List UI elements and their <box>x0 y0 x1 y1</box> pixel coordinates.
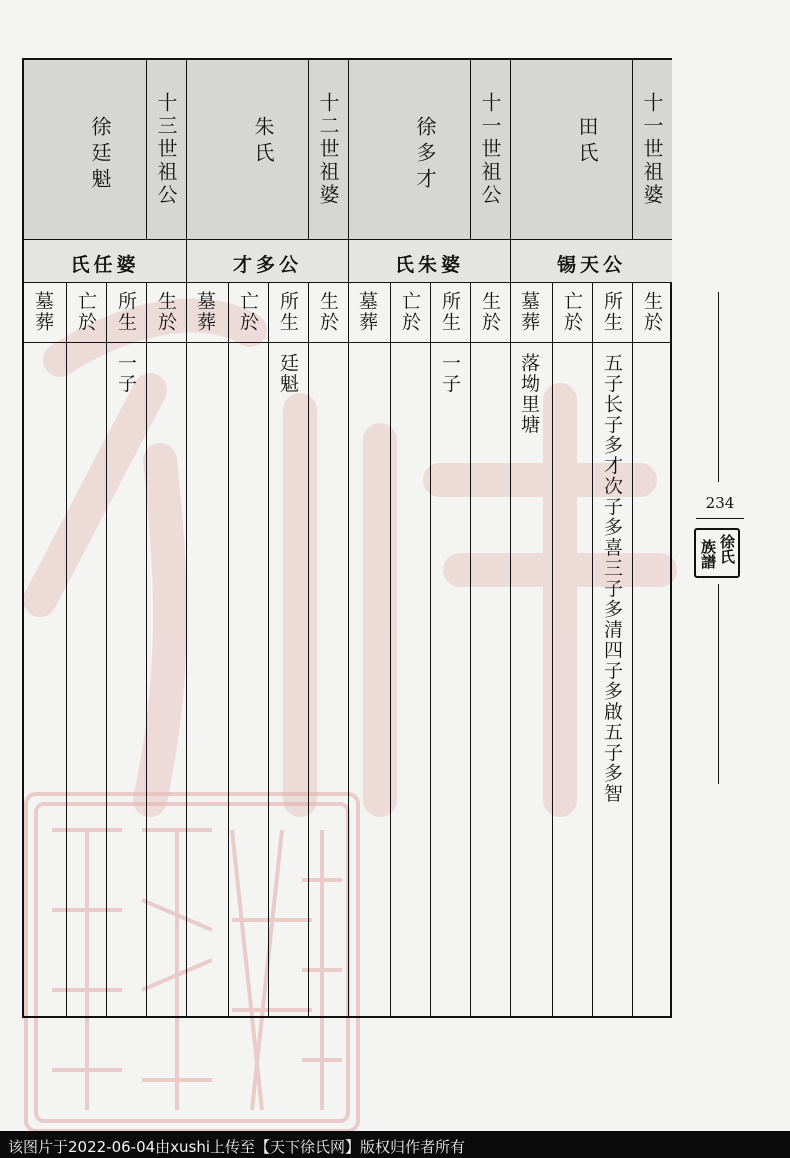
sons-value: 五子长子多才次子多喜三子多清四子多啟五子多智 <box>601 353 623 804</box>
died-column <box>390 283 430 1016</box>
page-number-rule <box>696 518 744 519</box>
buried-label: 墓葬 <box>194 291 216 333</box>
logo-char-1: 徐氏 <box>718 534 736 564</box>
sons-label: 所生 <box>601 291 623 333</box>
died-label: 亡於 <box>75 291 97 333</box>
spouse-row <box>24 240 186 283</box>
buried-column <box>24 283 66 1016</box>
generation-cell <box>470 60 510 239</box>
buried-label: 墓葬 <box>32 291 54 333</box>
sons-label: 所生 <box>277 291 299 333</box>
died-column <box>552 283 592 1016</box>
genealogy-table <box>22 58 672 1018</box>
born-label: 生於 <box>317 291 339 333</box>
spouse-name: 锡天公 <box>556 254 626 276</box>
block-header <box>24 60 186 240</box>
generation-label: 十一世祖公 <box>478 92 502 207</box>
generation-label: 十一世祖婆 <box>640 92 664 207</box>
spouse-name: 氏朱婆 <box>394 254 464 276</box>
person-name: 朱氏 <box>251 116 275 168</box>
sons-column <box>430 283 470 1016</box>
sons-column <box>268 283 308 1016</box>
spouse-row <box>511 240 672 283</box>
generation-cell <box>308 60 348 239</box>
born-label: 生於 <box>641 291 663 333</box>
block-header <box>511 60 672 240</box>
sons-label: 所生 <box>439 291 461 333</box>
born-column <box>632 283 672 1016</box>
genealogy-block-2 <box>348 60 510 1016</box>
page-number: 234 <box>705 494 735 512</box>
margin-rule-top <box>718 292 719 482</box>
born-label: 生於 <box>479 291 501 333</box>
born-column <box>308 283 348 1016</box>
genealogy-logo <box>694 528 740 578</box>
logo-char-2: 族譜 <box>699 539 717 569</box>
born-label: 生於 <box>155 291 177 333</box>
sons-value: 廷魁 <box>277 353 299 394</box>
sons-column <box>106 283 146 1016</box>
buried-label: 墓葬 <box>356 291 378 333</box>
upload-footer <box>0 1131 790 1158</box>
person-name: 田氏 <box>575 116 599 168</box>
born-column <box>470 283 510 1016</box>
genealogy-block-1 <box>510 60 672 1016</box>
spouse-row <box>349 240 510 283</box>
generation-label: 十三世祖公 <box>154 92 178 207</box>
generation-label: 十二世祖婆 <box>316 92 340 207</box>
generation-cell <box>146 60 186 239</box>
sons-column <box>592 283 632 1016</box>
sons-value: 一子 <box>439 353 461 394</box>
generation-cell <box>632 60 672 239</box>
genealogy-block-3 <box>186 60 348 1016</box>
buried-column <box>510 283 552 1016</box>
spouse-row <box>187 240 348 283</box>
genealogy-block-4 <box>24 60 186 1016</box>
died-column <box>66 283 106 1016</box>
died-label: 亡於 <box>237 291 259 333</box>
spouse-name: 氏任婆 <box>70 254 140 276</box>
died-label: 亡於 <box>399 291 421 333</box>
person-name: 徐廷魁 <box>88 116 112 194</box>
block-header <box>187 60 348 240</box>
sons-value: 一子 <box>115 353 137 394</box>
died-label: 亡於 <box>561 291 583 333</box>
born-column <box>146 283 186 1016</box>
footer-text: 该图片于2022-06-04由xushi上传至【天下徐氏网】版权归作者所有 <box>8 1138 466 1156</box>
sons-label: 所生 <box>115 291 137 333</box>
buried-value: 落坳里塘 <box>518 353 540 435</box>
buried-column <box>186 283 228 1016</box>
buried-column <box>348 283 390 1016</box>
died-column <box>228 283 268 1016</box>
margin-rule-bottom <box>718 584 719 784</box>
buried-label: 墓葬 <box>518 291 540 333</box>
spouse-name: 才多公 <box>232 254 302 276</box>
person-name: 徐多才 <box>413 116 437 194</box>
block-header <box>349 60 510 240</box>
